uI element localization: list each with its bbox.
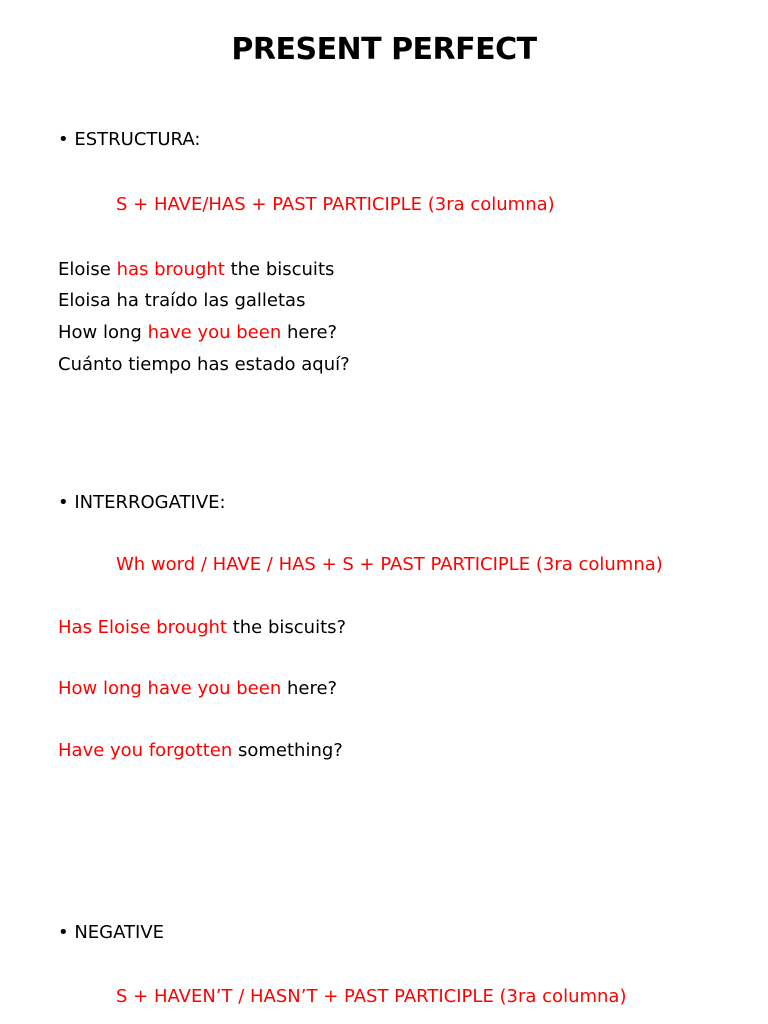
example-highlight: How long have you been: [58, 678, 282, 699]
section-heading-interrogative: • INTERROGATIVE:: [58, 492, 226, 513]
example-text: the biscuits?: [226, 617, 347, 638]
example-text: How long: [58, 322, 148, 343]
example-text: here?: [281, 322, 338, 343]
page-title: PRESENT PERFECT: [231, 32, 537, 67]
example-text: Eloise: [58, 259, 117, 280]
translation-line: Eloisa ha traído las galletas: [58, 290, 306, 311]
section-heading-negative: • NEGATIVE: [58, 922, 165, 943]
formula-interrogative: Wh word / HAVE / HAS + S + PAST PARTICIPLE (3ra columna): [116, 554, 663, 575]
example-line: [58, 258, 334, 282]
example-highlight: Has Eloise brought: [58, 617, 227, 638]
formula-estructura: S + HAVE/HAS + PAST PARTICIPLE (3ra columna): [116, 194, 555, 215]
formula-negative: S + HAVEN’T / HASN’T + PAST PARTICIPLE (3ra columna): [116, 986, 627, 1007]
example-line: [58, 321, 337, 345]
example-text: something?: [232, 740, 343, 761]
example-text: here?: [281, 678, 338, 699]
example-text: the biscuits: [224, 259, 335, 280]
example-highlight: has brought: [116, 259, 225, 280]
example-line: [58, 677, 337, 701]
translation-line: Cuánto tiempo has estado aquí?: [58, 354, 350, 375]
example-highlight: Have you forgotten: [58, 740, 233, 761]
example-highlight: have you been: [147, 322, 282, 343]
example-line: [58, 739, 343, 763]
example-line: [58, 616, 346, 640]
section-heading-estructura: • ESTRUCTURA:: [58, 129, 201, 150]
